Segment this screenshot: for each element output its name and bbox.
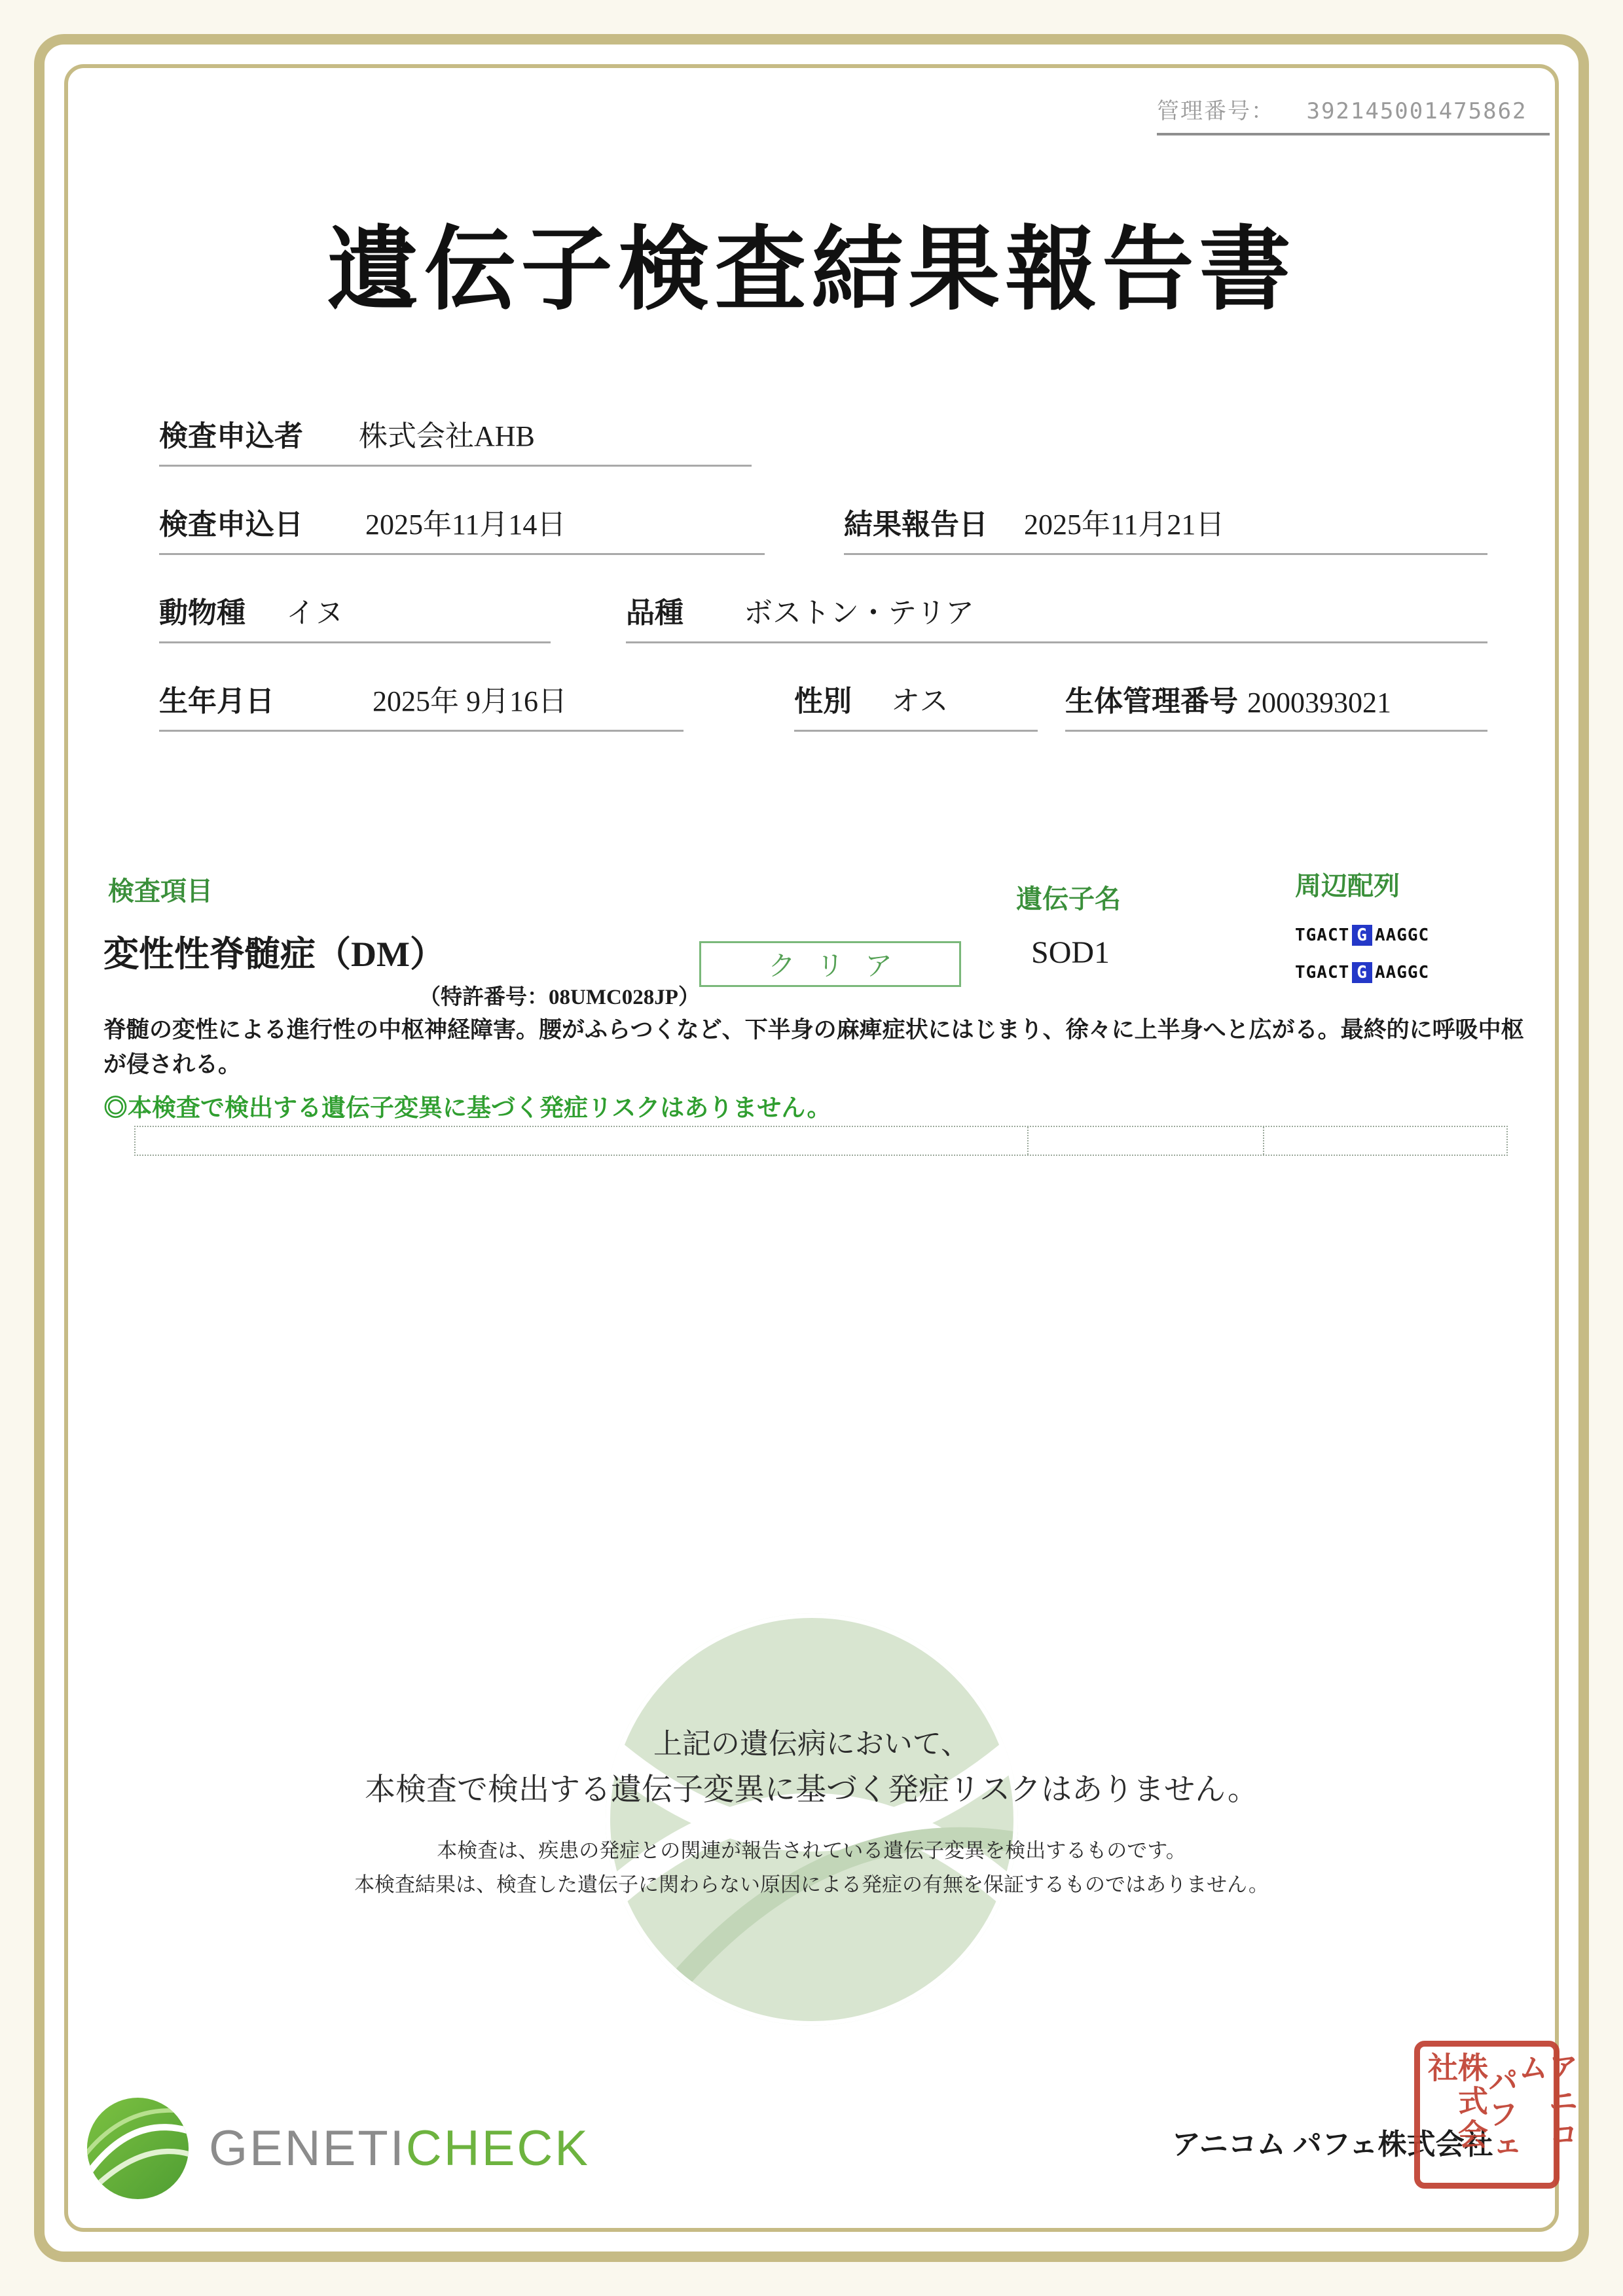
gene-name-header: 遺伝子名 [1016, 884, 1121, 914]
summary-line-1: 上記の遺伝病において、 [653, 1728, 970, 1760]
bio-id-value: 2000393021 [1247, 687, 1391, 719]
sequence-allele: G [1352, 962, 1372, 983]
summary-note-2: 本検査結果は、検査した遺伝子に関わらない原因による発症の有無を保証するものではありません。 [354, 1873, 1269, 1896]
sex-value: オス [891, 685, 949, 717]
seal-column: 株式会社 [1424, 2052, 1487, 2152]
form-row-bio-id [1065, 677, 1487, 732]
empty-result-row [134, 1126, 1508, 1156]
gene-name-value: SOD1 [1031, 935, 1110, 970]
applicant-value: 株式会社AHB [359, 420, 535, 452]
result-status-badge: クリア [699, 941, 961, 987]
breed-value: ボストン・テリア [744, 597, 974, 629]
bio-id-label: 生体管理番号 [1065, 685, 1238, 717]
management-number-value: 392145001475862 [1306, 98, 1527, 124]
leaf-watermark [583, 1590, 1041, 2049]
issuer-company-name: アニコム パフェ株式会社 [1172, 2128, 1493, 2161]
disease-name: 変性性脊髄症（DM） [103, 935, 445, 974]
logo-text-gray: GENETI [209, 2121, 406, 2176]
test-item-header: 検査項目 [108, 876, 213, 906]
result-row-divider [1263, 1127, 1264, 1155]
sequence-prefix: TGACT [1295, 925, 1350, 945]
sequence-line-2 [1295, 962, 1429, 983]
geneticheck-logo-icon [84, 2094, 192, 2202]
geneticheck-logo-text [209, 2120, 590, 2177]
logo-text-green: CHECK [405, 2121, 590, 2176]
applicant-label: 検査申込者 [159, 420, 303, 452]
apply-date-label: 検査申込日 [159, 509, 303, 541]
form-row-applicant [159, 412, 752, 467]
summary-line-2: 本検査で検出する遺伝子変異に基づく発症リスクはありません。 [365, 1772, 1258, 1806]
result-row-divider [1027, 1127, 1029, 1155]
form-row-species [159, 589, 551, 643]
sequence-allele: G [1352, 925, 1372, 946]
patent-number: （特許番号：08UMC028JP） [419, 986, 700, 1009]
disease-description: 脊髄の変性による進行性の中枢神経障害。腰がふらつくなど、下半身の麻痺症状にはじまり、徐々に上半身へと広がる。最終的に呼吸中枢が侵される。 [103, 1017, 1524, 1077]
page-title: 遺伝子検査結果報告書 [327, 220, 1296, 321]
sequence-line-1 [1295, 925, 1429, 946]
species-value: イヌ [286, 597, 344, 629]
form-row-breed [626, 589, 1487, 643]
management-number-label: 管理番号： [1157, 98, 1275, 124]
sequence-prefix: TGACT [1295, 963, 1350, 982]
company-seal [1414, 2041, 1578, 2189]
leaf-watermark-graphic [583, 1590, 1041, 2049]
seal-column: パフェ [1484, 2064, 1518, 2165]
seal-column: アニコム [1514, 2052, 1578, 2152]
sequence-header: 周辺配列 [1295, 871, 1400, 901]
form-row-sex [794, 677, 1038, 732]
breed-label: 品種 [626, 597, 684, 629]
sex-label: 性別 [794, 685, 852, 717]
report-date-label: 結果報告日 [844, 509, 988, 541]
sequence-suffix: AAGGC [1374, 925, 1430, 945]
risk-note: ◎本検査で検出する遺伝子変異に基づく発症リスクはありません。 [103, 1095, 831, 1122]
form-row-report-date [844, 501, 1487, 555]
birth-value: 2025年 9月16日 [373, 685, 567, 717]
geneticheck-logo [84, 2094, 590, 2202]
species-label: 動物種 [159, 597, 246, 629]
form-row-birth [159, 677, 684, 732]
management-number-row [1157, 93, 1550, 135]
apply-date-value: 2025年11月14日 [365, 509, 566, 541]
form-row-apply-date [159, 501, 765, 555]
birth-label: 生年月日 [159, 685, 274, 717]
report-date-value: 2025年11月21日 [1024, 509, 1225, 541]
summary-note-1: 本検査は、疾患の発症との関連が報告されている遺伝子変異を検出するものです。 [437, 1839, 1186, 1862]
sequence-suffix: AAGGC [1374, 963, 1430, 982]
